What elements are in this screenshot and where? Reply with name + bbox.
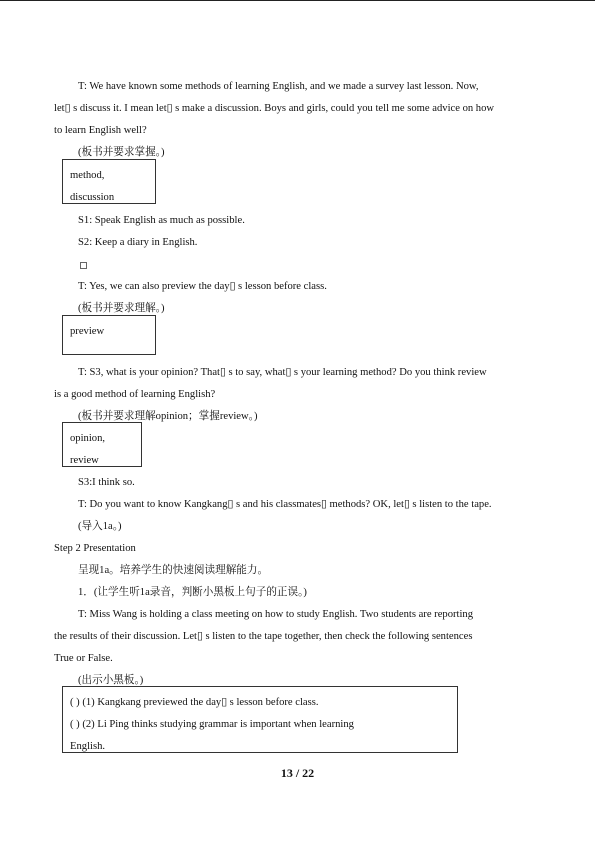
cn-line-1: 呈现1a。培养学生的快速阅读理解能力。 (78, 565, 269, 576)
student-3-line: S3:I think so. (78, 477, 135, 488)
page-number: 13 / 22 (280, 766, 315, 780)
student-2-line: S2: Keep a diary in English. (78, 237, 198, 248)
quiz-item-2b: English. (70, 741, 106, 752)
vocab-preview: preview (70, 326, 105, 337)
note-1: (板书并要求掌握。) (78, 147, 165, 158)
note-2: (板书并要求理解。) (78, 303, 165, 314)
quiz-item-2: ( ) (2) Li Ping thinks studying grammar is important when learning (70, 719, 354, 730)
vocab-review: review (70, 455, 99, 466)
cn-line-2: 1．(让学生听1a录音，判断小黑板上句子的正误。) (78, 587, 307, 598)
teacher-line-1b: let▯ s discuss it. I mean let▯ s make a discussion. Boys and girls, could you tell me some advice on how (54, 103, 495, 114)
teacher-line-4: T: Do you want to know Kangkang▯ s and his classmates▯ methods? OK, let▯ s listen to the tape. (78, 499, 492, 510)
note-5: (出示小黑板。) (78, 675, 144, 686)
step-2-heading: Step 2 Presentation (54, 543, 136, 554)
quiz-item-1: ( ) (1) Kangkang previewed the day▯ s lesson before class. (70, 697, 319, 708)
vocab-discussion: discussion (70, 192, 115, 203)
teacher-line-1c: to learn English well? (54, 125, 147, 136)
vocab-box-2 (62, 315, 156, 355)
placeholder-square-icon (80, 262, 87, 269)
note-3: (板书并要求理解opinion；掌握review。) (78, 411, 258, 422)
vocab-box-3 (62, 422, 142, 467)
vocab-box-1 (62, 159, 156, 204)
teacher-line-5: T: Miss Wang is holding a class meeting on how to study English. Two students are reporting (78, 609, 474, 620)
teacher-line-3: T: S3, what is your opinion? That▯ s to say, what▯ s your learning method? Do you think review (78, 367, 487, 378)
teacher-line-5b: the results of their discussion. Let▯ s listen to the tape together, then check the following sentences (54, 631, 473, 642)
student-1-line: S1: Speak English as much as possible. (78, 215, 245, 226)
note-4: (导入1a。) (78, 521, 122, 532)
page-top-rule (0, 0, 595, 1)
teacher-line-1: T: We have known some methods of learning English, and we made a survey last lesson. Now, (78, 81, 479, 92)
quiz-board (62, 686, 458, 753)
teacher-line-2: T: Yes, we can also preview the day▯ s lesson before class. (78, 281, 327, 292)
vocab-opinion: opinion, (70, 433, 106, 444)
teacher-line-5c: True or False. (54, 653, 113, 664)
vocab-method: method, (70, 170, 105, 181)
teacher-line-3b: is a good method of learning English? (54, 389, 216, 400)
